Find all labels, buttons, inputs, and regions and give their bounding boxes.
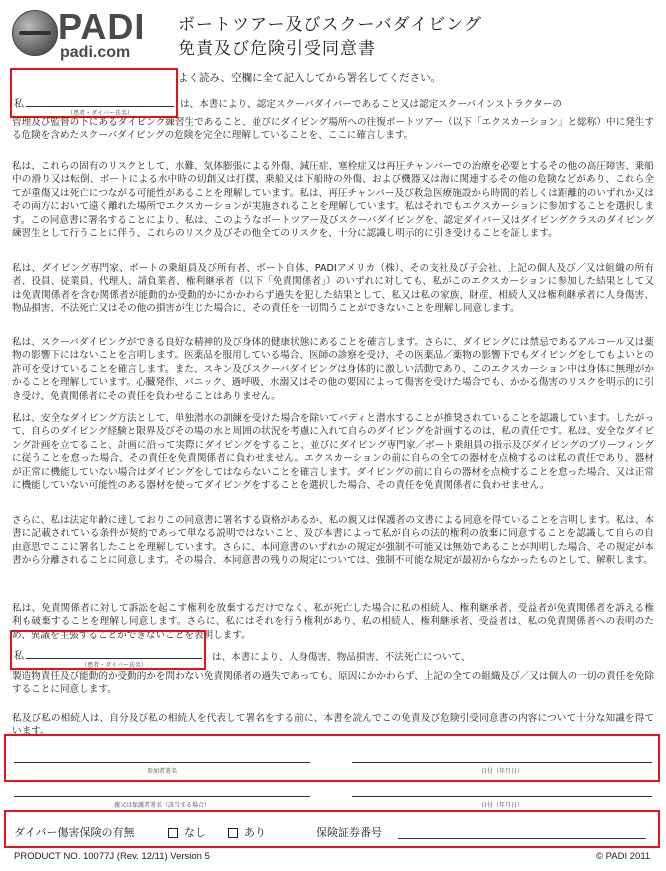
globe-diver-icon [12,10,58,56]
final-paragraph: 私及び私の相続人は、自分及び私の相続人を代表して署名をする前に、本書を読んでこの免責及び危険引受同意書の内容について十分な知識を得ています。 [12,713,654,738]
form-title-line1: ボートツアー及びスクーバダイビング [178,15,482,35]
insurance-no-label: なし [184,826,206,839]
logo-url: padi.com [60,44,131,61]
padi-logo [12,6,152,70]
insurance-yes-option[interactable] [228,824,266,840]
insurance-yes-label: あり [244,826,266,839]
participant-signature-label: 参加者署名 [146,768,177,775]
product-number: PRODUCT NO. 10077J (Rev. 12/11) Version 5 [14,851,210,862]
guardian-signature-line[interactable] [14,796,310,797]
paragraph-6: さらに、私は法定年齢に達しておりこの同意書に署名する資格があるか、私の親又は保護者の文書による同意を得ていることを言明します。私は、本書に記載されている条件が契約であって単なる説明ではないこと、及び本書によって私が自らの法的権利の放棄に同意することを認識して自らの自由意思でここに署名したことを理解しています。さらに、本同意書のいずれかの規定が強制不可能又は無効であることが判明した場合、その規定が本書から分離されることに同意します。その場合、本同意書の残りの規定については、強制不可能な規定が最初からなかったものとして、解釈します。 [12,515,655,567]
date-label-2: 日付（年月日） [480,802,523,809]
participant-signature-line[interactable] [14,762,310,763]
name-prefix-1: 私 [14,99,24,110]
insurance-no-checkbox[interactable] [168,828,178,838]
copyright: © PADI 2011 [596,851,651,862]
date-line-1[interactable] [352,762,652,763]
policy-number-line[interactable] [398,838,646,839]
name-prefix-2: 私 [14,651,24,662]
paragraph-7: 私は、免責関係者に対して訴訟を起こす権利を放棄するだけでなく、私が死亡した場合に私の相続人、権利継承者、受益者が免責関係者を訴える権利も破棄することを理解し同意します。さらに、私にはそれを行う権利があり、私の相続人、権利継承者、受益者は、私の免責関係者への表明のため、異議を主張することができないことを表明します。 [12,603,654,641]
insurance-no-option[interactable] [168,824,206,840]
name-caption-1: （患者・ダイバー氏名） [67,110,133,117]
paragraph-4: 私は、スクーバダイビングができる良好な精神的及び身体的健康状態にあることを確言します。さらに、ダイビングには禁忌であるアルコール又は薬物の影響下にはないことを言明します。医薬品を服用している場合、医師の診察を受け、その医薬品／薬物の影響下でもダイビングをしてもよいとの許可を受けていることを確言します。また、スキン及びスクーバダイビングは身体的に激しい活動であり、このエクスカーション中は身体に無理がかかることを理解しています。心臓発作、パニック、過呼吸、水溺又はその他の要因によって傷害を受けた場合でも、かかる傷害のリスクを明示的に引き受け、免責関係者にその責任を負わせることはありません。 [12,337,654,402]
paragraph-5: 私は、安全なダイビング方法として、単独潜水の訓練を受けた場合を除いてバディと潜水することが推奨されていることを認識しています。したがって、自らのダイビング経験と限界及びその場の水と周囲の状況を考慮に入れて自らのダイビングを計画するのは、私の責任です。私は、安全なダイビング計画を立てること、計画に沿って実際にダイビングをすること、並びにダイビング専門家／ボート乗組員の指示及びダイビングのブリーフィングに従うことを怠った場合、その責任を免責関係者に負わせません。エクスカーションの前に自らの全ての器材を点検するのは私の責任であり、器材が正常に機能していない場合はダイビングをしてはならないことを確言します。ダイビングの前に自らの器材を点検することを怠った場合、又は正常に機能していない可能性のある器材を使ってダイビングをすることを選択した場合、その責任を免責関係者に負わせません。 [12,413,654,492]
date-label-1: 日付（年月日） [480,768,523,775]
insurance-yes-checkbox[interactable] [228,828,238,838]
participant-name-line-1[interactable] [26,106,174,107]
release-continuation: 製造物責任及び能動的か受動的かを問わない免責関係者の過失であっても、原因にかかわらず、上記の全ての組織及び／又は個人の一切の責任を免除することに同意します。 [12,671,654,696]
paragraph-1: 管理及び監督の下にあるダイビング練習生であること、並びにダイビング場所への往復ボートツアー（以下「エクスカーション」と総称）中に発生する危険を含めたスクーバダイビングの危険を完全に理解していることを、ここに確言します。 [12,117,654,142]
instruction-text: よく読み、空欄に全て記入してから署名してください。 [178,72,442,84]
policy-number-label: 保険証券番号 [316,826,382,839]
name-caption-2: （患者・ダイバー氏名） [81,662,147,669]
participant-name-line-2[interactable] [26,658,202,659]
guardian-signature-label: 親又は保護者署名（該当する場合） [113,802,210,809]
paragraph-2: 私は、これらの固有のリスクとして、水難、気体膨張による外傷、減圧症、塞栓症又は再圧チャンバーでの治療を必要とするその他の高圧障害、乗船中の滑り又は転倒、ボートによる水中時の切創又は打撲、乗船又は下船時の外傷、および機器又は海に関連するその他の危険などがあり、これら全てが重傷又は死亡につながる可能性があることを理解しています。私は、再圧チャンバー及び救急医療施設から時間的若しくは距離的のいずれか又はその両方において遠く離れた場所でエクスカーションが実施されることを理解しています。私はそれでもエクスカーションに参加することを選択します。この同意書に署名することにより、私は、このようなボートツアー及びスクーバダイビングを、認定ダイバー又はダイビングクラスのダイビング練習生として行うことに伴う、これらのリスク及びその他全てのリスクを、十分に認識し明示的に引き受けることを証します。 [12,161,654,240]
intro-tail: は、本書により、認定スクーバダイバーであること又は認定スクーバインストラクターの [180,99,562,110]
logo-brand: PADI [58,6,146,47]
form-title-line2: 免責及び危険引受同意書 [178,39,376,59]
date-line-2[interactable] [352,796,652,797]
second-name-tail: は、本書により、人身傷害、物品損害、不法死亡について、 [212,652,471,663]
insurance-label: ダイバー傷害保険の有無 [14,826,135,839]
paragraph-3: 私は、ダイビング専門家、ボートの乗組員及び所有者、ボート自体、PADIアメリカ（株）、その支社及び子会社、上記の個人及び／又は組織の所有者、役員、従業員、代理人、請負業者、権利継承者（以下「免責関係者」）のいずれに対しても、私がこのエクスカーションに参加した結果として又は免責関係者を含む関係者が能動的か受動的かにかかわらず過失を犯した結果として、私又は私の家族、財産、相続人又は権利継承者に人身傷害、物品損害、不法死亡又はその他の損害が生じた場合に、その責任を一切問うことができないことを理解し同意します。 [12,263,654,315]
